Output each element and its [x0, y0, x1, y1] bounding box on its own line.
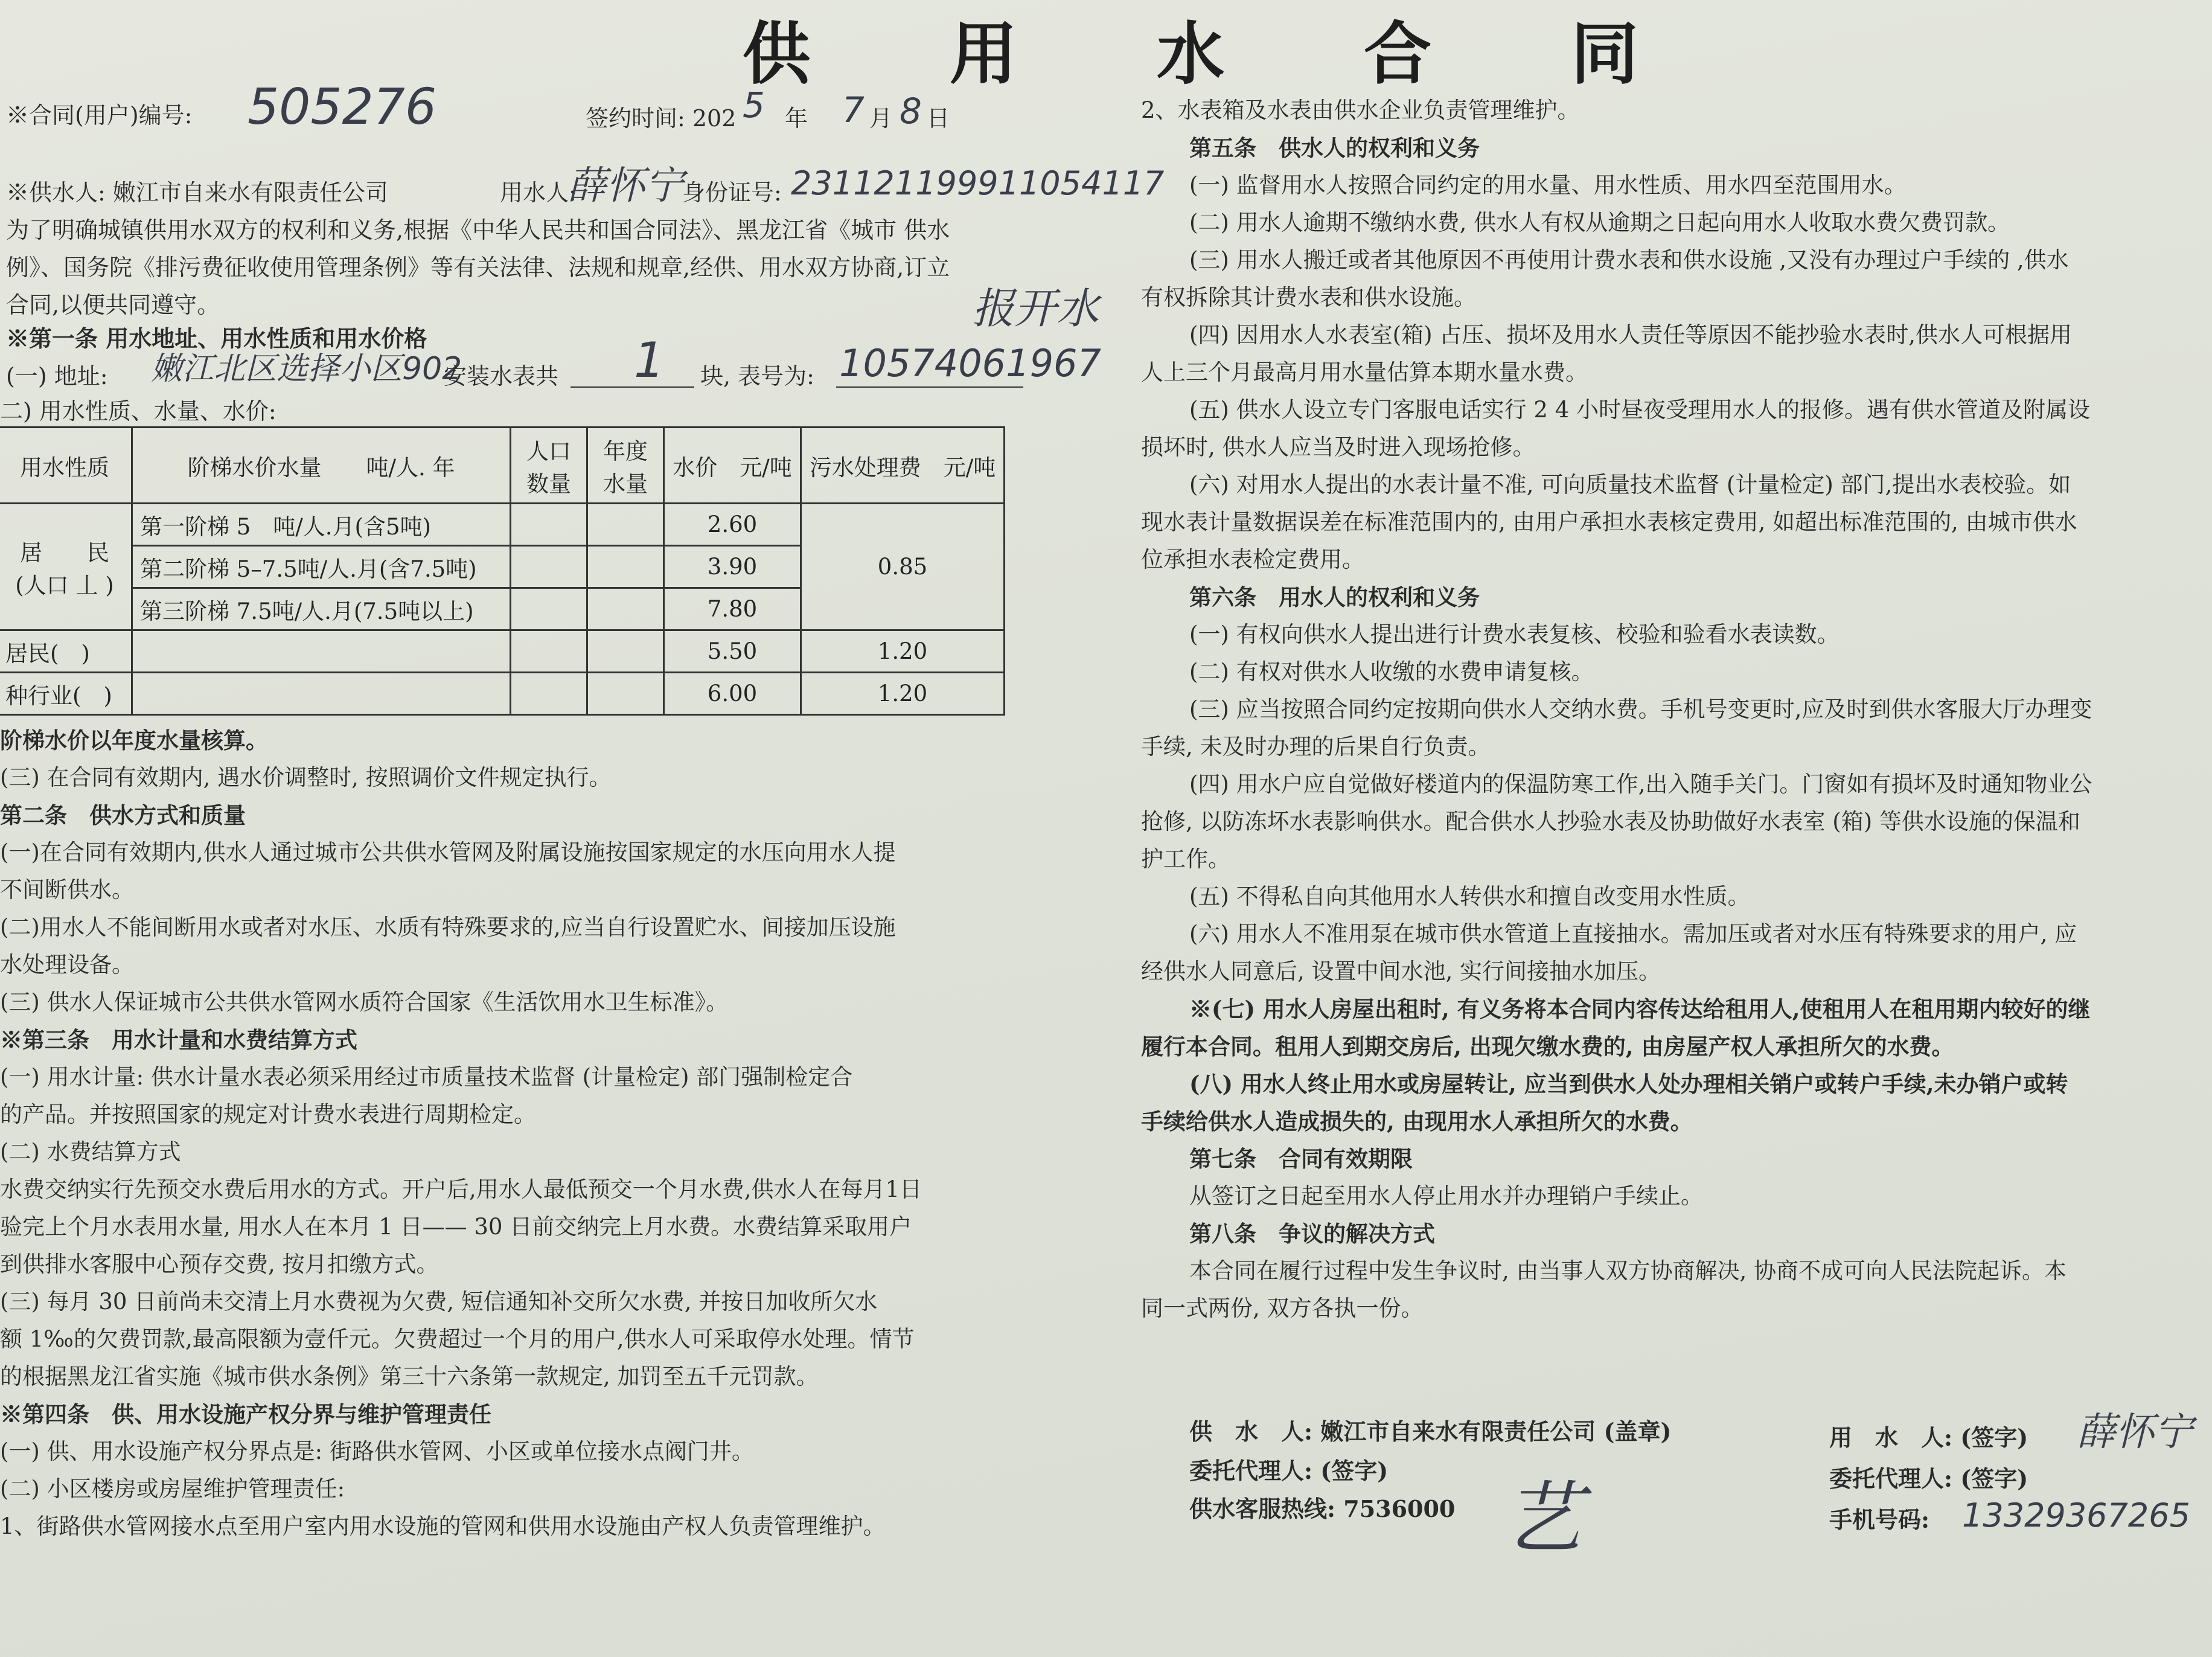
intro-line: 合同,以便共同遵守。	[6, 292, 220, 318]
contract-text-line: (一) 用水计量: 供水计量水表必须采用经过市质量技术监督 (计量检定) 部门强制检定合	[0, 1064, 853, 1090]
resident-sub: (人口 丄 )	[15, 572, 114, 598]
contract-text-line: 位承担水表检定费用。	[1141, 546, 1364, 572]
contract-text-line: 经供水人同意后, 设置中间水池, 实行间接抽水加压。	[1141, 958, 1661, 984]
empty-cell	[511, 630, 587, 673]
contract-text-line: 第八条 争议的解决方式	[1189, 1220, 1435, 1247]
contract-text-line: 1、街路供水管网接水点至用户室内用水设施的管网和供用水设施由产权人负责管理维护。	[0, 1513, 886, 1539]
supplier-signature-line: 供 水 人: 嫩江市自来水有限责任公司 (盖章)	[1189, 1418, 1672, 1445]
contract-text-line: 现水表计量数据误差在标准范围内的, 由用户承担水表核定费用, 如超出标准范围的, 由城市供水	[1141, 509, 2077, 535]
table-header-cell: 年度水量	[587, 428, 664, 504]
empty-cell	[587, 546, 664, 588]
table-header-cell: 水价 元/吨	[664, 428, 801, 504]
contract-title: 供 用 水 合 同	[743, 14, 1696, 94]
contract-no-label: ※合同(用户)编号:	[6, 102, 193, 129]
tier-label: 第二阶梯 5–7.5吨/人.月(含7.5吨)	[132, 546, 511, 588]
contract-text-line: 水费交纳实行先预交水费后用水的方式。开户后,用水人最低预交一个月水费,供水人在每月1日	[0, 1176, 922, 1202]
row-label: 居民( )	[0, 630, 132, 673]
contract-text-line: (二) 小区楼房或房屋维护管理责任:	[0, 1476, 345, 1502]
contract-text-line: 同一式两份, 双方各执一份。	[1141, 1295, 1424, 1321]
supplier-agent-line: 委托代理人: (签字)	[1189, 1457, 1389, 1484]
left-column-text	[0, 722, 1038, 1545]
contract-text-line: ※第三条 用水计量和水费结算方式	[0, 1027, 357, 1053]
contract-text-line: 从签订之日起至用水人停止用水并办理销户手续止。	[1189, 1183, 1703, 1209]
contract-text-line: 本合同在履行过程中发生争议时, 由当事人双方协商解决, 协商不成可向人民法院起诉。本	[1189, 1258, 2067, 1284]
handwritten-note: 报开水	[972, 284, 1099, 333]
contract-text-line: 损坏时, 供水人应当及时进入现场抢修。	[1141, 434, 1535, 460]
empty-cell	[587, 673, 664, 715]
contract-text-line: 不间断供水。	[0, 877, 134, 903]
contract-text-line: 第七条 合同有效期限	[1189, 1146, 1413, 1172]
contract-text-line: 履行本合同。租用人到期交房后, 出现欠缴水费的, 由房屋产权人承担所欠的水费。	[1141, 1033, 1954, 1060]
empty-cell	[511, 504, 587, 546]
contract-text-line: 第二条 供水方式和质量	[0, 802, 246, 828]
contract-text-line: 第六条 用水人的权利和义务	[1189, 584, 1480, 611]
sign-time-month: 7	[842, 89, 865, 130]
tier-label: 第一阶梯 5 吨/人.月(含5吨)	[132, 504, 511, 546]
row-sewage-fee: 1.20	[801, 630, 1005, 673]
sign-time-day: 8	[900, 91, 922, 132]
contract-text-line: (一) 有权向供水人提出进行计费水表复核、校验和验看水表读数。	[1189, 621, 1840, 647]
tier-price: 3.90	[664, 546, 801, 588]
contract-text-line: (三) 应当按照合同约定按期向供水人交纳水费。手机号变更时,应及时到供水客服大厅办理变	[1189, 696, 2092, 722]
row-label: 种行业( )	[0, 673, 132, 715]
table-header-cell: 污水处理费 元/吨	[801, 428, 1005, 504]
meter-count-line	[571, 362, 694, 388]
contract-text-line: (二) 用水人逾期不缴纳水费, 供水人有权从逾期之日起向用水人收取水费欠费罚款。	[1189, 210, 2010, 236]
id-value-handwritten: 231121199911054117	[791, 164, 1165, 202]
meter-label: 安装水表共	[444, 363, 559, 389]
resident-label: 居 民	[20, 539, 109, 566]
contract-text-line: 2、水表箱及水表由供水企业负责管理维护。	[1141, 97, 1580, 123]
table-header-row	[0, 428, 1005, 504]
intro-paragraph	[6, 211, 950, 324]
supplier-agent-handwritten-sign: 艺	[1503, 1472, 1582, 1564]
contract-text-line: (三) 用水人搬迁或者其他原因不再使用计费水表和供水设施 ,又没有办理过户手续的 ,供水	[1189, 247, 2069, 273]
table-header-cell: 阶梯水价水量 吨/人. 年	[132, 428, 511, 504]
empty-cell	[587, 630, 664, 673]
contract-text-line: (一) 监督用水人按照合同约定的用水量、用水性质、用水四至范围用水。	[1189, 172, 1907, 198]
tier-price: 7.80	[664, 588, 801, 630]
hotline-line: 供水客服热线: 7536000	[1189, 1495, 1456, 1522]
phone-label: 手机号码:	[1829, 1506, 1930, 1533]
table-header-cell: 用水性质	[0, 428, 132, 504]
contract-text-line: (四) 用水户应自觉做好楼道内的保温防寒工作,出入随手关门。门窗如有损坏及时通知物业公	[1189, 771, 2092, 797]
empty-cell	[511, 546, 587, 588]
contract-text-line: (六) 对用水人提出的水表计量不准, 可向质量技术监督 (计量检定) 部门,提出水表校验。如	[1189, 472, 2071, 498]
right-column-text	[1141, 92, 2212, 1327]
contract-text-line: (二) 有权对供水人收缴的水费申请复核。	[1189, 659, 1594, 685]
contract-text-line: (八) 用水人终止用水或房屋转让, 应当到供水人处办理相关销户或转户手续,未办销户或转	[1189, 1071, 2068, 1097]
contract-no-value: 505276	[248, 79, 437, 136]
empty-cell	[132, 630, 511, 673]
meter-count-handwritten: 1	[634, 332, 665, 388]
intro-line: 例》、国务院《排污费征收使用管理条例》等有关法律、法规和规章,经供、用水双方协商,订立	[6, 254, 950, 281]
table-header-cell: 人口数量	[511, 428, 587, 504]
contract-text-line: 抢修, 以防冻坏水表影响供水。配合供水人抄验水表及协助做好水表室 (箱) 等供水设施的保温和	[1141, 809, 2080, 835]
contract-text-line: 人上三个月最高月用水量估算本期水量水费。	[1141, 359, 1588, 385]
contract-text-line: (三) 每月 30 日前尚未交清上月水费视为欠费, 短信通知补交所欠水费, 并按日加收所欠水	[0, 1289, 878, 1315]
tier-sewage-fee: 0.85	[801, 504, 1005, 630]
article1-sub2: 二) 用水性质、水量、水价:	[0, 398, 276, 425]
contract-text-line: 的根据黑龙江省实施《城市供水条例》第三十六条第一款规定, 加罚至五千元罚款。	[0, 1364, 819, 1389]
contract-text-line: (二) 水费结算方式	[0, 1139, 181, 1165]
row-sewage-fee: 1.20	[801, 673, 1005, 715]
user-label: 用水人:	[500, 179, 577, 206]
contract-text-line: (五) 不得私自向其他用水人转供水和擅自改变用水性质。	[1189, 883, 1750, 909]
contract-text-line: 有权拆除其计费水表和供水设施。	[1141, 284, 1476, 310]
contract-text-line: 验完上个月水表用水量, 用水人在本月 1 日—— 30 日前交纳完上月水费。水费结算采取用户	[0, 1214, 912, 1240]
contract-text-line: 第五条 供水人的权利和义务	[1189, 135, 1480, 161]
address-label: (一) 地址:	[6, 363, 108, 389]
meter-unit: 块, 表号为:	[700, 363, 814, 389]
user-signature-line: 用 水 人: (签字)	[1829, 1424, 2028, 1451]
user-name-handwritten: 薛怀宁	[567, 164, 683, 208]
contract-text-line: 水处理设备。	[0, 952, 134, 978]
contract-text-line: (三) 在合同有效期内, 遇水价调整时, 按照调价文件规定执行。	[0, 764, 612, 790]
supplier-label: ※供水人: 嫩江市自来水有限责任公司	[6, 179, 388, 206]
row-price: 6.00	[664, 673, 801, 715]
contract-text-line: ※第四条 供、用水设施产权分界与维护管理责任	[0, 1401, 491, 1428]
sign-time-day-unit: 日	[927, 105, 950, 132]
contract-text-line: 手续给供水人造成损失的, 由现用水人承担所欠的水费。	[1141, 1108, 1693, 1135]
empty-cell	[511, 673, 587, 715]
contract-text-line: 阶梯水价以年度水量核算。	[0, 727, 268, 754]
empty-cell	[132, 673, 511, 715]
table-row	[0, 504, 1005, 546]
article1-heading: ※第一条 用水地址、用水性质和用水价格	[6, 325, 427, 352]
contract-text-line: (五) 供水人设立专门客服电话实行 2 4 小时昼夜受理用水人的报修。遇有供水管道及附属设	[1189, 397, 2090, 423]
contract-text-line: 额 1‰的欠费罚款,最高限额为壹仟元。欠费超过一个月的用户,供水人可采取停水处理。情节	[0, 1326, 915, 1352]
address-value-handwritten: 嫩江北区选择小区902	[151, 351, 462, 387]
water-rate-table	[0, 426, 1005, 716]
sign-time-year-digit: 5	[743, 85, 765, 126]
contract-text-line: 的产品。并按照国家的规定对计费水表进行周期检定。	[0, 1101, 536, 1127]
tier-price: 2.60	[664, 504, 801, 546]
empty-cell	[587, 504, 664, 546]
phone-value-handwritten: 13329367265	[1962, 1496, 2190, 1534]
row-price: 5.50	[664, 630, 801, 673]
sign-time-month-unit: 月	[869, 105, 893, 132]
intro-line: 为了明确城镇供用水双方的权利和义务,根据《中华人民共和国合同法》、黑龙江省《城市 供水	[6, 217, 950, 243]
contract-text-line: (六) 用水人不准用泵在城市供水管道上直接抽水。需加压或者对水压有特殊要求的用户, 应	[1189, 921, 2077, 947]
table-row	[0, 673, 1005, 715]
contract-text-line: 护工作。	[1141, 846, 1230, 872]
empty-cell	[511, 588, 587, 630]
contract-text-line: ※(七) 用水人房屋出租时, 有义务将本合同内容传达给租用人,使租用人在租用期内较好的继	[1189, 996, 2091, 1022]
contract-text-line: (二)用水人不能间断用水或者对水压、水质有特殊要求的,应当自行设置贮水、间接加压设施	[0, 914, 896, 940]
contract-text-line: (一) 供、用水设施产权分界点是: 街路供水管网、小区或单位接水点阀门井。	[0, 1438, 754, 1464]
sign-time-year-unit: 年	[785, 105, 808, 132]
contract-text-line: (四) 因用水人水表室(箱) 占压、损坏及用水人责任等原因不能抄验水表时,供水人可根据用	[1189, 322, 2073, 348]
tier-label: 第三阶梯 7.5吨/人.月(7.5吨以上)	[132, 588, 511, 630]
sign-time-label: 签约时间: 202	[586, 105, 737, 132]
contract-text-line: (三) 供水人保证城市公共供水管网水质符合国家《生活饮用水卫生标准》。	[0, 989, 729, 1015]
contract-text-line: (一)在合同有效期内,供水人通过城市公共供水管网及附属设施按国家规定的水压向用水人提	[0, 839, 896, 865]
empty-cell	[587, 588, 664, 630]
id-label: 身份证号:	[682, 179, 782, 206]
contract-text-line: 手续, 未及时办理的后果自行负责。	[1141, 734, 1491, 760]
meter-no-handwritten: 10574061967	[839, 341, 1101, 385]
table-row	[0, 630, 1005, 673]
user-handwritten-sign: 薛怀宁	[2077, 1410, 2193, 1455]
user-agent-line: 委托代理人: (签字)	[1829, 1465, 2028, 1492]
contract-text-line: 到供排水客服中心预存交费, 按月扣缴方式。	[0, 1251, 439, 1277]
resident-cell	[0, 504, 132, 630]
